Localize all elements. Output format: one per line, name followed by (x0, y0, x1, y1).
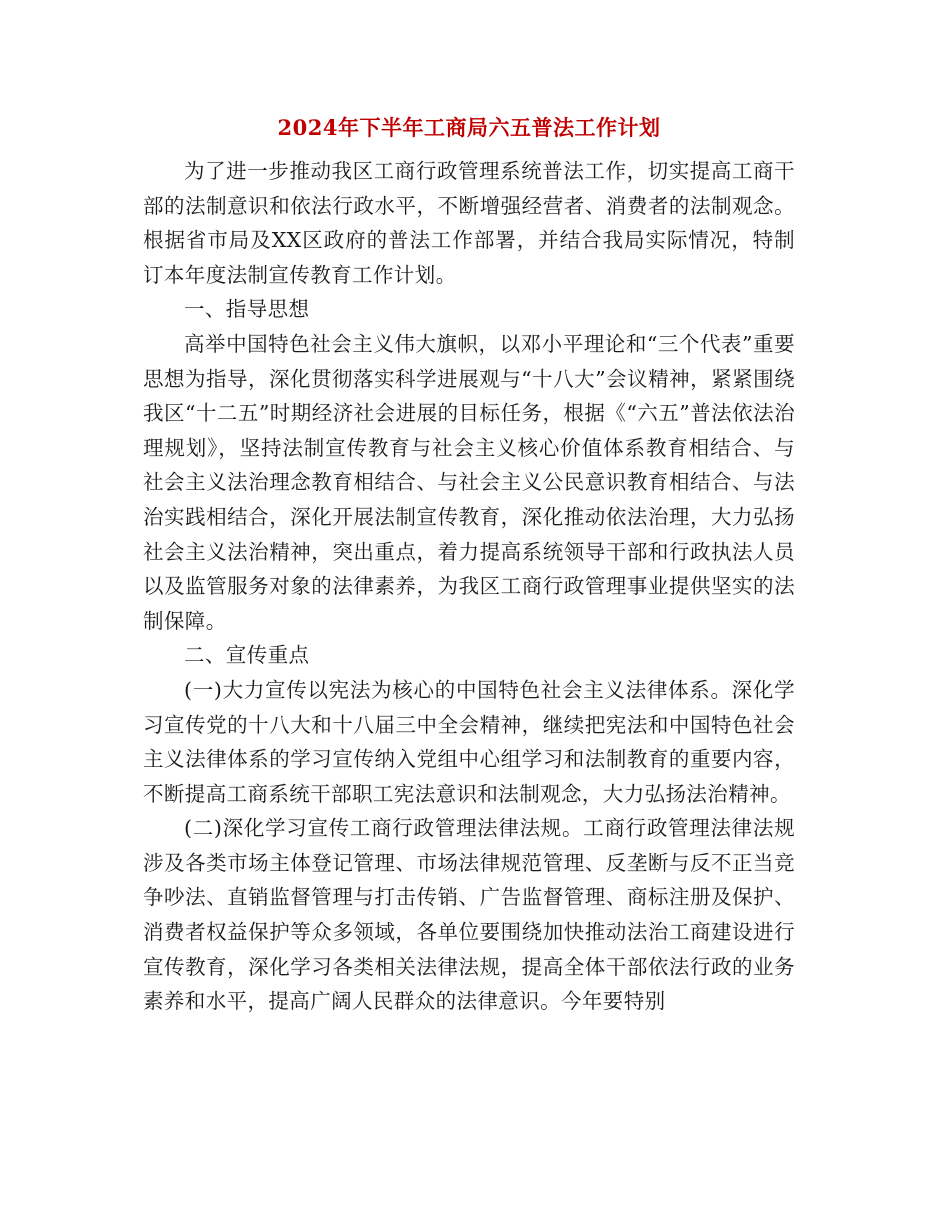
document-page (143, 110, 795, 1019)
section-heading-guiding-ideology: 一、指导思想 (184, 297, 310, 322)
intro-paragraph: 为了进一步推动我区工商行政管理系统普法工作，切实提高工商干部的法制意识和依法行政水平，不断增强经营者、消费者的法制观念。根据省市局及XX区政府的普法工作部署，并结合我局实际情况，特制订本年度法制宣传教育工作计划。 (143, 159, 795, 287)
guiding-ideology-paragraph: 高举中国特色社会主义伟大旗帜，以邓小平理论和“三个代表”重要思想为指导，深化贯彻落实科学进展观与“十八大”会议精神，紧紧围绕我区“十二五”时期经济社会进展的目标任务，根据《“六五”普法依法治理规划》，坚持法制宣传教育与社会主义核心价值体系教育相结合、与社会主义法治理念教育相结合、与社会主义公民意识教育相结合、与法治实践相结合，深化开展法制宣传教育，深化推动依法治理，大力弘扬社会主义法治精神，突出重点，着力提高系统领导干部和行政执法人员以及监管服务对象的法律素养，为我区工商行政管理事业提供坚实的法制保障。 (143, 331, 795, 633)
section-heading-publicity-focus: 二、宣传重点 (184, 643, 310, 668)
publicity-item-2-paragraph: (二)深化学习宣传工商行政管理法律法规。工商行政管理法律法规涉及各类市场主体登记管理、市场法律规范管理、反垄断与反不正当竞争吵法、直销监督管理与打击传销、广告监督管理、商标注册及保护、消费者权益保护等众多领域，各单位要围绕加快推动法治工商建设进行宣传教育，深化学习各类相关法律法规，提高全体干部依法行政的业务素养和水平，提高广阔人民群众的法律意识。今年要特别 (143, 816, 795, 1014)
publicity-item-1-paragraph: (一)大力宣传以宪法为核心的中国特色社会主义法律体系。深化学习宣传党的十八大和十八届三中全会精神，继续把宪法和中国特色社会主义法律体系的学习宣传纳入党组中心组学习和法制教育的重要内容，不断提高工商系统干部职工宪法意识和法制观念，大力弘扬法治精神。 (143, 677, 795, 806)
document-title: 2024年下半年工商局六五普法工作计划 (277, 115, 661, 140)
